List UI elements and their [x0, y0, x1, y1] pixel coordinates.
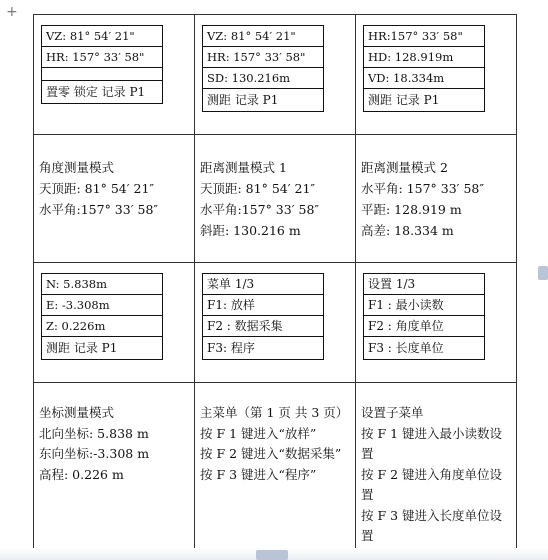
menu-desc-cell: [195, 383, 356, 555]
screen-line-hr: HR:157° 33′ 58": [364, 26, 484, 47]
screen-line-vd: VD: 18.334m: [364, 68, 484, 89]
screen-menu-f3: F3: 程序: [207, 341, 255, 355]
menu-title-line: 主菜单（第 1 页 共 3 页）: [200, 405, 349, 420]
horizontal-distance-line: 平距: 128.919 m: [361, 202, 462, 217]
horizontal-angle-line: 水平角: 157° 33′ 58″: [361, 181, 485, 196]
menu-f1-line: 按 F 1 键进入“放样”: [200, 425, 317, 441]
zenith-line: 天顶距: 81° 54′ 21″: [39, 181, 155, 196]
screen-settings-f2: F2 : 角度单位: [364, 316, 484, 337]
distance1-screen-cell: [195, 15, 356, 135]
screen-menu-f2: F2 : 数据采集: [203, 316, 323, 337]
settings-f2-line: 按 F 2 键进入角度单位设置: [361, 466, 503, 502]
screen-line-hd: HD: 128.919m: [364, 47, 484, 68]
right-resize-handle[interactable]: [538, 266, 548, 280]
distance2-desc-cell: [356, 135, 517, 263]
north-coordinate-line: 北向坐标: 5.838 m: [39, 425, 149, 441]
settings-title-line: 设置子菜单: [361, 405, 424, 420]
settings-screen-cell: [356, 263, 517, 383]
menu-screen-cell: [195, 263, 356, 383]
screen-line-e: E: -3.308m: [42, 295, 162, 316]
horizontal-angle-line: 水平角:157° 33′ 58″: [39, 202, 159, 217]
screen-softkeys: 测距 记录 P1: [46, 341, 118, 355]
screen-line-vz: VZ: 81° 54′ 21": [42, 26, 162, 47]
east-coordinate-line: 东向坐标:-3.308 m: [39, 446, 150, 461]
horizontal-angle-line: 水平角:157° 33′ 58″: [200, 202, 320, 217]
lcd-screen-coordinate: [41, 273, 163, 360]
settings-f1-line: 按 F 1 键进入最小读数设置: [361, 425, 503, 461]
menu-f3-line: 按 F 3 键进入“程序”: [200, 466, 317, 482]
screen-settings-title: 设置 1/3: [364, 274, 484, 295]
distance1-desc-cell: [195, 135, 356, 263]
crosshair-mark: +: [6, 4, 18, 20]
zenith-line: 天顶距: 81° 54′ 21″: [200, 181, 316, 196]
screen-line-vz: VZ: 81° 54′ 21": [203, 26, 323, 47]
screen-menu-title: 菜单 1/3: [203, 274, 323, 295]
coordinate-desc-cell: [34, 383, 195, 555]
menu-f2-line: 按 F 2 键进入“数据采集”: [200, 446, 342, 461]
screen-line-hr: HR: 157° 33′ 58": [42, 47, 162, 68]
screen-softkeys: 测距 记录 P1: [368, 93, 440, 107]
lcd-screen-distance2: [363, 25, 485, 112]
coordinate-screen-cell: [34, 263, 195, 383]
mode-title: 距离测量模式 1: [200, 160, 287, 175]
screen-settings-f3: F3 : 长度单位: [368, 341, 444, 355]
distance2-screen-cell: [356, 15, 517, 135]
lcd-screen-angle: [41, 25, 163, 104]
angle-desc-cell: [34, 135, 195, 263]
screen-line-z: Z: 0.226m: [42, 316, 162, 337]
screen-line-sd: SD: 130.216m: [203, 68, 323, 89]
mode-title: 角度测量模式: [39, 160, 115, 175]
elevation-line: 高程: 0.226 m: [39, 466, 124, 482]
instrument-mode-table: [33, 14, 517, 555]
bottom-resize-handle[interactable]: [256, 550, 288, 560]
slope-distance-line: 斜距: 130.216 m: [200, 223, 301, 238]
settings-desc-cell: [356, 383, 517, 555]
settings-f3-line: 按 F 3 键进入长度单位设置: [361, 507, 503, 543]
mode-title: 坐标测量模式: [39, 405, 115, 420]
screen-line-blank: [42, 68, 162, 81]
height-difference-line: 高差: 18.334 m: [361, 223, 454, 238]
screen-line-hr: HR: 157° 33′ 58": [203, 47, 323, 68]
screen-settings-f1: F1 : 最小读数: [364, 295, 484, 316]
screen-softkeys: 测距 记录 P1: [207, 93, 279, 107]
screen-softkeys: 置零 锁定 记录 P1: [46, 85, 146, 99]
lcd-screen-menu: [202, 273, 324, 360]
screen-menu-f1: F1: 放样: [203, 295, 323, 316]
screen-line-n: N: 5.838m: [42, 274, 162, 295]
lcd-screen-distance1: [202, 25, 324, 112]
angle-screen-cell: [34, 15, 195, 135]
mode-title: 距离测量模式 2: [361, 160, 448, 175]
lcd-screen-settings: [363, 273, 485, 360]
